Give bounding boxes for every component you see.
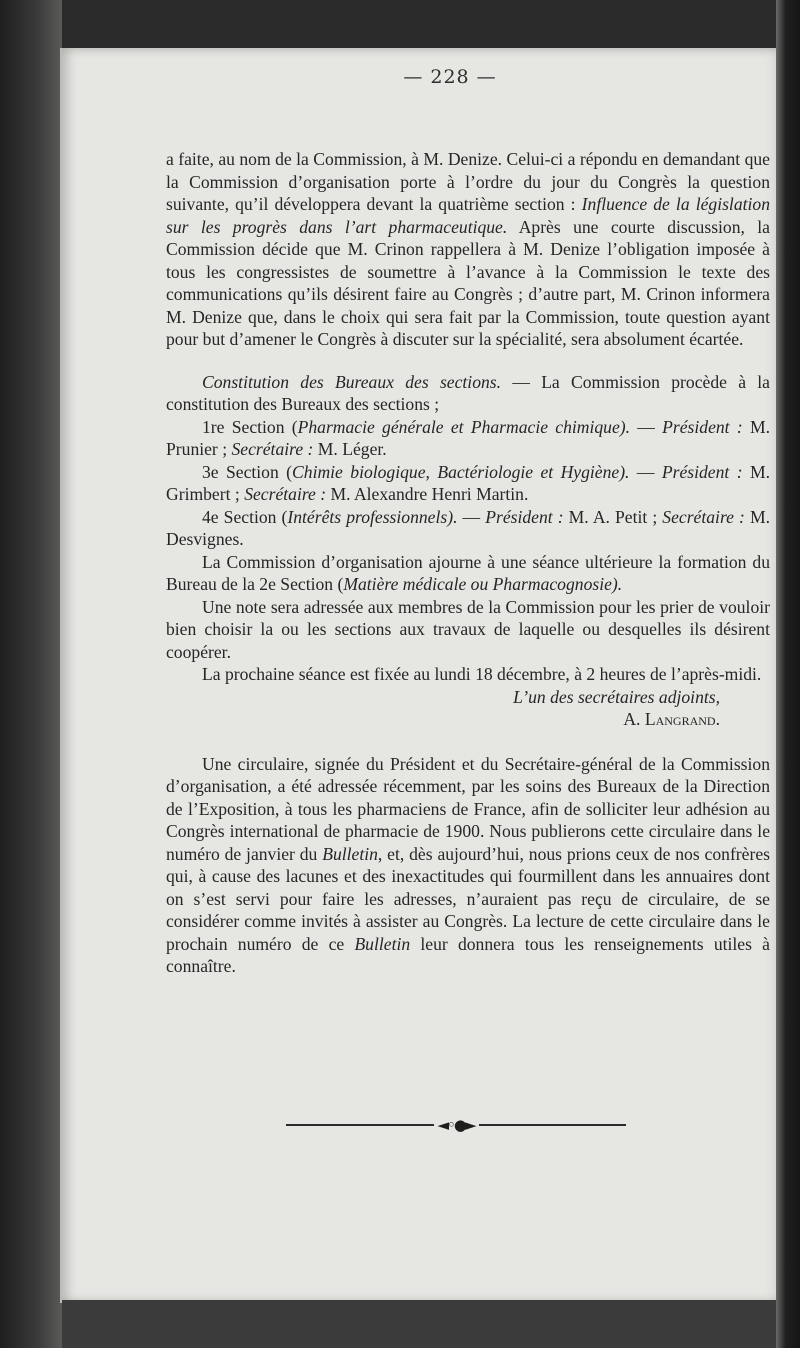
scan-edge-right [776, 0, 800, 1348]
end-ornament [286, 1118, 626, 1132]
page-body [166, 148, 770, 978]
signature-role: L’un des secrétaires adjoints, [513, 686, 720, 707]
scan-edge-left [0, 0, 62, 1348]
constitution-paragraph: Constitution des Bureaux des sections. — La Commission procède à la constitution des Bureaux des sections ; [166, 371, 770, 414]
note-paragraph: Une note sera adressée aux membres de la Commission pour les prier de vouloir bien choisir la ou les sections aux travaux de laquelle ou desquelles ils désirent coopérer. [166, 596, 770, 662]
signature-name: A. Langrand. [623, 709, 720, 729]
section-3: 3e Section (Chimie biologique, Bactériologie et Hygiène). — Président : M. Grimbert ; Secrétaire : M. Alexandre Henri Martin. [166, 461, 770, 504]
circulaire-paragraph: Une circulaire, signée du Président et du Secrétaire-général de la Commission d’organisation, a été adressée récemment, par les soins des Bureaux de la Direction de l’Exposition, à tous les pharmaciens de France, afin de solliciter leur adhésion au Congrès international de pharmacie de 1900. Nous publierons cette circulaire dans le numéro de janvier du Bulletin, et, dès aujourd’hui, nous prions ceux de nos confrères qui, à cause des lacunes et des inexactitudes qui fourmillent dans les annuaires dont on s’est servi pour faire les adresses, n’auraient pas reçu de circulaire, de se considérer comme invités à assister au Congrès. La lecture de cette circulaire dans le prochain numéro de ce Bulletin leur donnera tous les renseignements utiles à connaître. [166, 753, 770, 976]
section-2-postponed: La Commission d’organisation ajourne à une séance ultérieure la formation du Bureau de la 2e Section (Matière médicale ou Pharmacognosie). [166, 551, 770, 594]
fleuron-icon: ◄◦●► [437, 1116, 475, 1134]
section-4: 4e Section (Intérêts professionnels). — Président : M. A. Petit ; Secrétaire : M. Desvignes. [166, 506, 771, 549]
scan-edge-bottom [62, 1300, 784, 1348]
next-meeting-paragraph: La prochaine séance est fixée au lundi 18 décembre, à 2 heures de l’après-midi. [202, 664, 762, 684]
intro-paragraph: a faite, au nom de la Commission, à M. Denize. Celui-ci a répondu en demandant que la Commission d’organisation porte à l’ordre du jour du Congrès la question suivante, qu’il développera devant la quatrième section : Influence de la législation sur les progrès dans l’art pharmaceutique. Après une courte discussion, la Commission décide que M. Crinon rappellera à M. Denize l’obligation imposée à tous les congressistes de soumettre à l’avance à la Commission le texte des communications qu’ils désirent faire au Congrès ; d’autre part, M. Crinon informera M. Denize que, dans le choix qui sera fait par la Commission, toute question ayant pour but d’amener le Congrès à discuter sur la spécialité, sera absolument écartée. [166, 149, 770, 349]
constitution-heading: Constitution des Bureaux des sections. [202, 371, 502, 392]
page-number: — 228 — [403, 66, 497, 88]
influence-title: Influence de la législation sur les progrès dans l’art pharmaceutique. [166, 194, 770, 237]
section-1: 1re Section (Pharmacie générale et Pharmacie chimique). — Président : M. Prunier ; Secrétaire : M. Léger. [166, 416, 770, 459]
